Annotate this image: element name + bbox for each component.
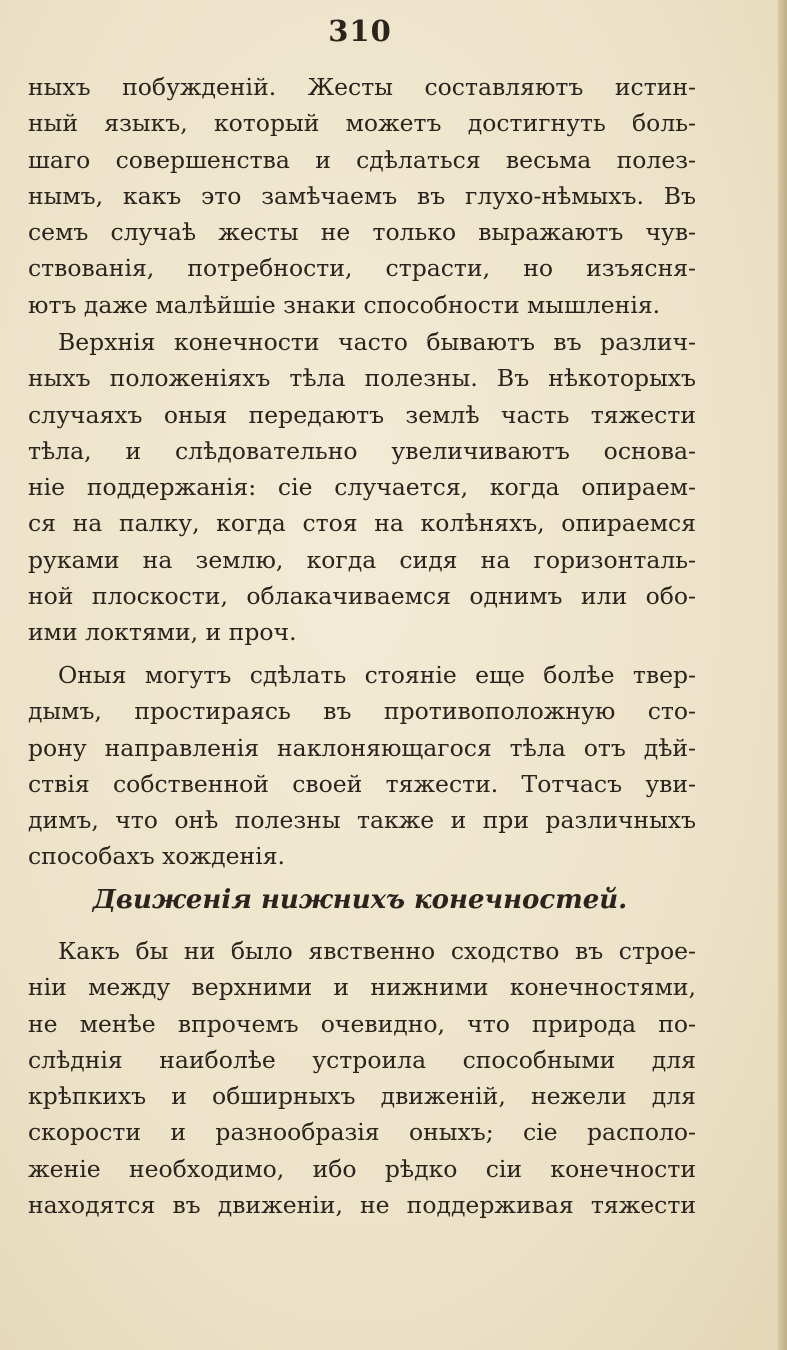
section-heading: Движенія нижнихъ конечностей.	[92, 885, 628, 915]
text-line: тѣла, и слѣдовательно увеличиваютъ основа-	[28, 436, 696, 465]
text-line: ніе поддержанія: сіе случается, когда опираем-	[28, 473, 696, 502]
text-line: ствованія, потребности, страсти, но изъясня-	[28, 254, 696, 283]
page-edge	[778, 0, 787, 1350]
text-line: димъ, что онѣ полезны также и при различныхъ	[28, 806, 696, 835]
text-line: Оныя могутъ сдѣлать стояніе еще болѣе твер-	[58, 661, 696, 689]
text-line: крѣпкихъ и обширныхъ движеній, нежели для	[28, 1082, 696, 1111]
text-line: не менѣе впрочемъ очевидно, что природа по-	[28, 1009, 696, 1038]
text-line: ной плоскости, облакачиваемся однимъ или обо-	[28, 582, 696, 611]
text-line: дымъ, простираясь въ противоположную сто-	[28, 697, 696, 726]
text-line: ютъ даже малѣйшіе знаки способности мышленія.	[28, 290, 661, 319]
text-line: ный языкъ, который можетъ достигнуть боль-	[28, 109, 696, 138]
text-line: способахъ хожденія.	[28, 842, 285, 871]
text-line: ныхъ побужденій. Жесты составляютъ истин-	[28, 73, 696, 101]
paragraph-2	[28, 324, 696, 651]
text-line: ныхъ положеніяхъ тѣла полезны. Въ нѣкоторыхъ	[28, 364, 696, 393]
text-line: женіе необходимо, ибо рѣдко сіи конечности	[28, 1154, 696, 1183]
text-line: находятся въ движеніи, не поддерживая тяжести	[28, 1191, 696, 1220]
text-line: ніи между верхними и нижними конечностями,	[28, 973, 696, 1002]
text-line: рону направленія наклоняющагося тѣла отъ дѣй-	[28, 733, 696, 762]
text-line: случаяхъ оныя передаютъ землѣ часть тяжести	[28, 400, 696, 429]
text-line: скорости и разнообразія оныхъ; сіе располо-	[28, 1118, 696, 1147]
text-line: семъ случаѣ жесты не только выражаютъ чув-	[28, 218, 696, 247]
text-line: руками на землю, когда сидя на горизонталь-	[28, 545, 696, 574]
paragraph-1	[28, 69, 696, 323]
text-line: шаго совершенства и сдѣлаться весьма полез-	[28, 145, 696, 174]
text-line: ствія собственной своей тяжести. Тотчасъ уви-	[28, 769, 696, 798]
paragraph-4	[28, 933, 696, 1223]
paragraph-3	[28, 657, 696, 875]
text-line: ими локтями, и проч.	[28, 618, 297, 647]
page-number: 310	[328, 14, 392, 48]
text-line: Какъ бы ни было явственно сходство въ строе-	[58, 937, 696, 965]
text-line: нымъ, какъ это замѣчаемъ въ глухо-нѣмыхъ. Въ	[28, 181, 696, 210]
text-line: ся на палку, когда стоя на колѣняхъ, опираемся	[28, 509, 696, 538]
text-line: слѣднія наиболѣе устроила способными для	[28, 1045, 696, 1074]
text-line: Верхнія конечности часто бываютъ въ различ-	[58, 328, 696, 356]
